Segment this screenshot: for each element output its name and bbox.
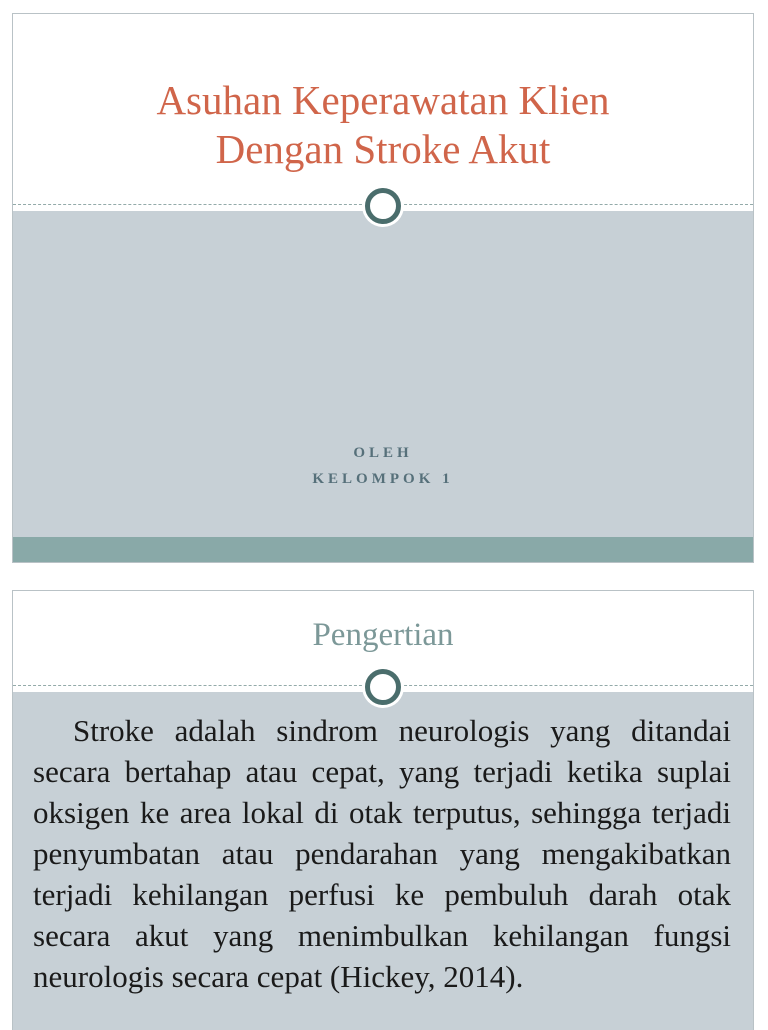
slide-heading: Pengertian: [312, 617, 454, 653]
content-panel: [13, 692, 753, 1030]
title-line-1: Asuhan Keperawatan Klien: [156, 77, 610, 123]
subtitle-panel: [13, 211, 753, 538]
title-line-2: Dengan Stroke Akut: [215, 126, 551, 172]
circle-ornament-icon: [365, 669, 401, 705]
byline-line-1: OLEH: [353, 445, 413, 461]
slide-title: [12, 13, 754, 563]
title-area: [13, 14, 753, 206]
slide-definition: [12, 590, 754, 1030]
footer-bar: [13, 537, 753, 562]
circle-ornament-icon: [365, 188, 401, 224]
slide-main-title: [13, 76, 753, 174]
byline: [13, 440, 753, 492]
definition-paragraph: Stroke adalah sindrom neurologis yang ditandai secara bertahap atau cepat, yang terjadi ketika suplai oksigen ke area lokal di otak terputus, sehingga terjadi penyumbatan atau pendarahan yang mengakibatkan terjadi kehilangan perfusi ke pembuluh darah otak secara akut yang menimbulkan kehilangan fungsi neurologis secara cepat (Hickey, 2014).: [33, 713, 731, 994]
byline-line-2: KELOMPOK 1: [312, 471, 454, 487]
